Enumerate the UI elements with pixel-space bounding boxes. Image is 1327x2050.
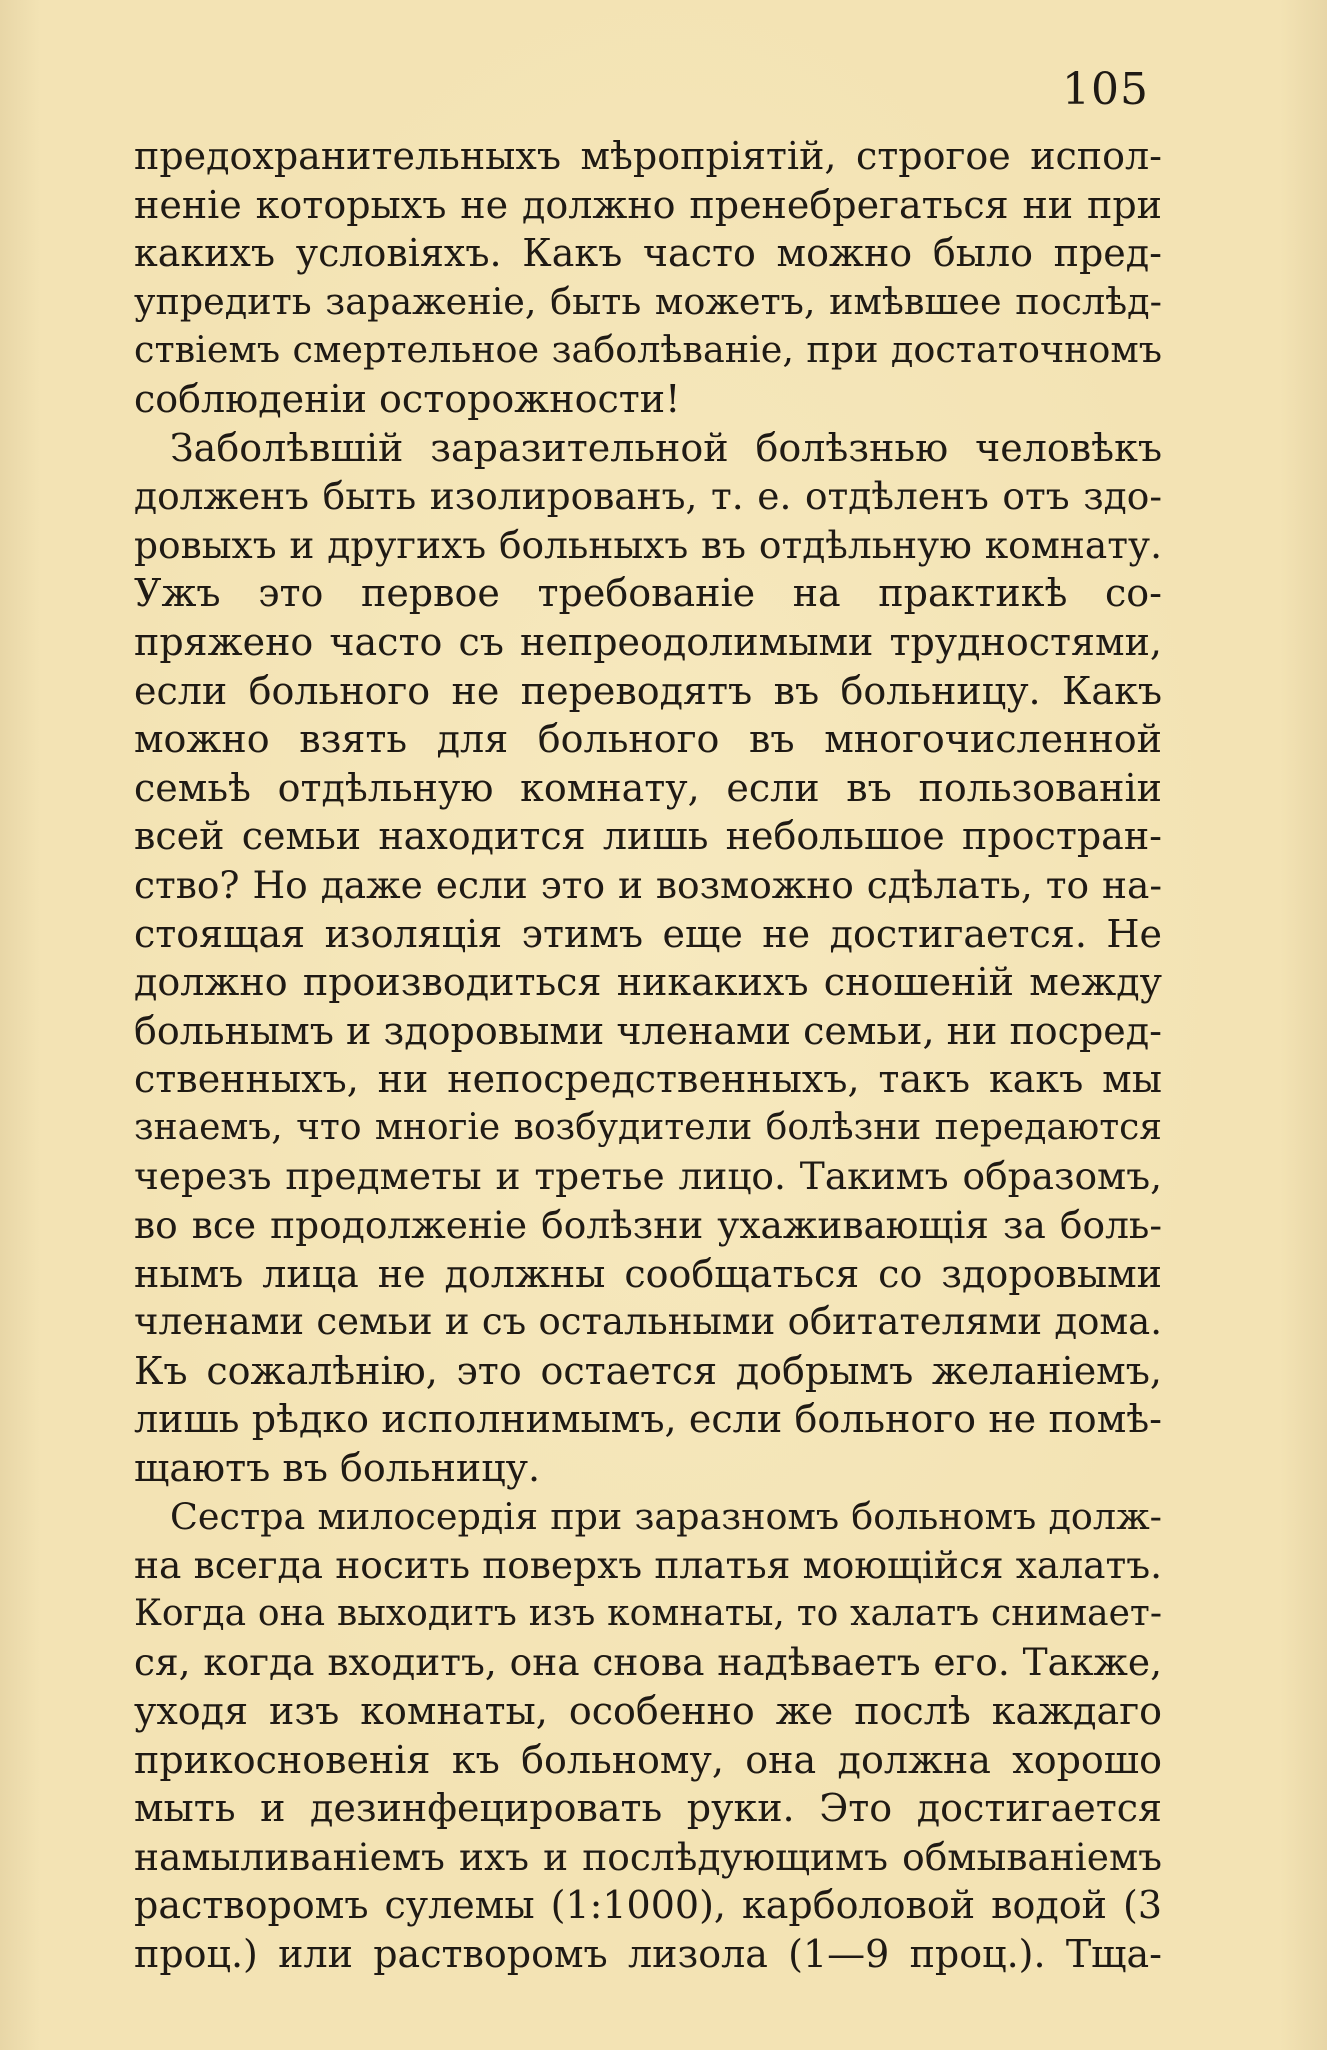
text-line: Заболѣвшій заразительной болѣзнью человѣкъ	[170, 425, 1162, 470]
text-line: лишь рѣдко исполнимымъ, если больного не помѣ-	[134, 1397, 1162, 1442]
text-line: можно взять для больного въ многочисленной	[134, 717, 1162, 762]
text-line: упредить зараженіе, быть можетъ, имѣвшее послѣд-	[134, 279, 1162, 323]
text-line: нымъ лица не должны сообщаться со здоровыми	[134, 1251, 1162, 1296]
text-line: прикосновенія къ больному, она должна хорошо	[134, 1737, 1162, 1782]
text-line: неніе которыхъ не должно пренебрегаться ни при	[134, 182, 1162, 227]
text-line: на всегда носить поверхъ платья моющійся халатъ.	[134, 1543, 1162, 1588]
page-number: 105	[1062, 64, 1149, 115]
text-line: растворомъ сулемы (1:1000), карболовой водой (3	[134, 1883, 1162, 1928]
text-line: стоящая изоляція этимъ еще не достигается. Не	[134, 911, 1162, 956]
text-line: мыть и дезинфецировать руки. Это достигается	[134, 1786, 1162, 1831]
text-line: предохранительныхъ мѣропріятій, строгое испол-	[134, 134, 1162, 178]
text-line: ство? Но даже если это и возможно сдѣлать, то на-	[134, 862, 1162, 907]
text-line: ся, когда входитъ, она снова надѣваетъ его. Также,	[134, 1640, 1162, 1685]
text-line: щаютъ въ больницу.	[134, 1446, 541, 1491]
text-line: всей семьи находится лишь небольшое простран-	[134, 814, 1162, 859]
text-line: Ужъ это первое требованіе на практикѣ со-	[134, 571, 1162, 616]
text-line: пряжено часто съ непреодолимыми трудностями,	[134, 619, 1162, 664]
text-line: намыливаніемъ ихъ и послѣдующимъ обмываніемъ	[134, 1834, 1162, 1879]
text-line: какихъ условіяхъ. Какъ часто можно было пред-	[134, 231, 1162, 276]
text-line: Сестра милосердія при заразномъ больномъ долж-	[170, 1494, 1162, 1538]
text-line: соблюденіи осторожности!	[134, 376, 681, 421]
text-line: во все продолженіе болѣзни ухаживающія за боль-	[134, 1203, 1162, 1248]
text-line: ровыхъ и другихъ больныхъ въ отдѣльную комнату.	[134, 522, 1162, 567]
text-line: больнымъ и здоровыми членами семьи, ни посред-	[134, 1008, 1162, 1053]
text-line: членами семьи и съ остальными обитателями дома.	[134, 1300, 1162, 1344]
text-line: черезъ предметы и третье лицо. Такимъ образомъ,	[134, 1154, 1162, 1199]
text-line: знаемъ, что многіе возбудители болѣзни передаются	[134, 1106, 1162, 1148]
text-line: семьѣ отдѣльную комнату, если въ пользованіи	[134, 765, 1162, 810]
text-line: ствіемъ смертельное заболѣваніе, при достаточномъ	[134, 328, 1162, 372]
body-text	[134, 132, 1162, 1979]
text-line: уходя изъ комнаты, особенно же послѣ каждаго	[134, 1689, 1162, 1733]
text-line: если больного не переводятъ въ больницу. Какъ	[134, 668, 1162, 713]
text-line: должно производиться никакихъ сношеній между	[134, 960, 1162, 1005]
text-line: Къ сожалѣнію, это остается добрымъ желаніемъ,	[134, 1348, 1162, 1393]
text-line: Когда она выходитъ изъ комнаты, то халатъ снимает-	[134, 1592, 1162, 1634]
text-line: долженъ быть изолированъ, т. е. отдѣленъ отъ здо-	[134, 474, 1162, 519]
text-line: ственныхъ, ни непосредственныхъ, такъ какъ мы	[134, 1057, 1162, 1102]
text-line: проц.) или растворомъ лизола (1—9 проц.). Тща-	[134, 1931, 1162, 1976]
